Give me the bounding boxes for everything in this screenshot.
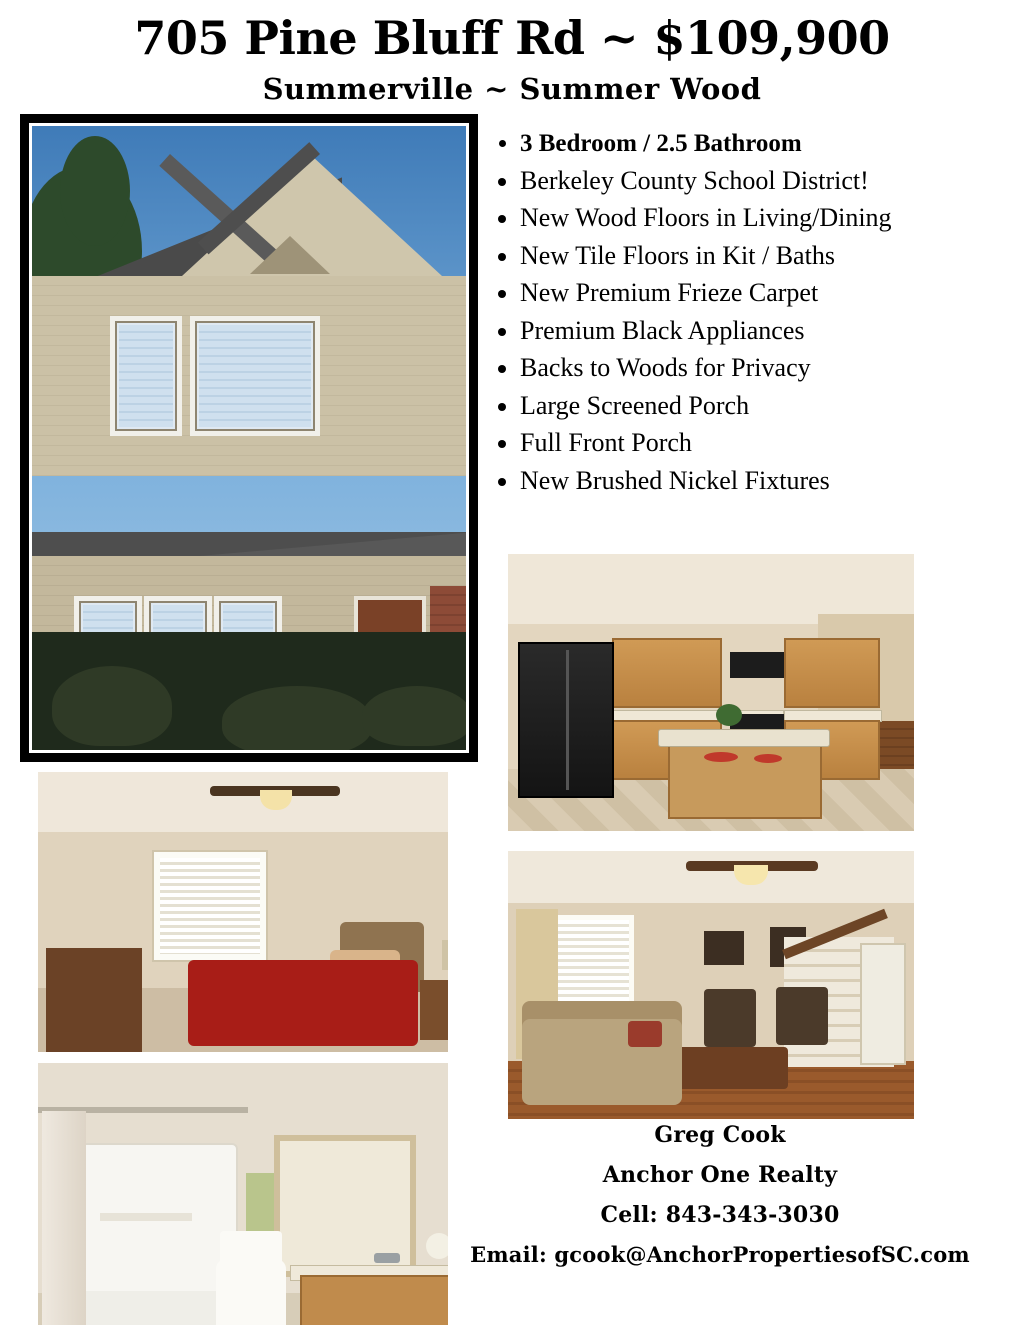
shrub-left <box>52 666 172 746</box>
accent-chair-2 <box>776 987 828 1045</box>
window-upper-center <box>190 316 320 436</box>
upper-cabinets-right <box>784 638 880 708</box>
island-countertop <box>658 729 830 747</box>
toilet <box>216 1259 286 1325</box>
bedroom-window <box>154 852 266 960</box>
lamp <box>442 940 448 970</box>
shower-curtain <box>42 1111 86 1325</box>
shrub-center <box>222 686 372 750</box>
living-ceiling <box>508 851 914 903</box>
hero-photo-border <box>29 123 469 753</box>
flower-decor <box>426 1233 448 1259</box>
feature-item: • Premium Black Appliances <box>520 312 1012 349</box>
feature-item: • New Wood Floors in Living/Dining <box>520 199 1012 236</box>
upper-cabinets-left <box>612 638 722 708</box>
vanity-cabinet <box>300 1275 448 1325</box>
page-title: 705 Pine Bluff Rd ~ $109,900 <box>134 11 890 65</box>
kitchen-island <box>668 739 822 819</box>
feature-item: • 3 Bedroom / 2.5 Bathroom <box>520 126 1012 162</box>
agent-company: Anchor One Realty <box>602 1162 838 1188</box>
living-room-photo <box>508 851 914 1119</box>
side-table <box>420 980 448 1040</box>
microwave <box>730 652 784 678</box>
refrigerator <box>518 642 614 798</box>
agent-name: Greg Cook <box>654 1122 786 1148</box>
decorative-bowl-1 <box>704 752 738 762</box>
feature-item: • Large Screened Porch <box>520 387 1012 424</box>
bed-with-red-comforter <box>188 960 418 1046</box>
dresser <box>46 948 142 1052</box>
gable-vent <box>250 236 330 274</box>
feature-item: • New Premium Frieze Carpet <box>520 274 1012 311</box>
feature-item: • New Brushed Nickel Fixtures <box>520 462 1012 499</box>
features-list <box>492 126 1012 499</box>
bathroom-photo <box>38 1063 448 1325</box>
interior-door <box>860 943 906 1065</box>
shrub-right <box>362 686 466 746</box>
feature-item: • New Tile Floors in Kit / Baths <box>520 237 1012 274</box>
window-upper-left <box>110 316 182 436</box>
feature-item: • Backs to Woods for Privacy <box>520 349 1012 386</box>
kitchen-photo <box>508 554 914 831</box>
accent-chair-1 <box>704 989 756 1047</box>
agent-email: Email: gcook@AnchorPropertiesofSC.com <box>470 1242 970 1267</box>
decorative-bowl-2 <box>754 754 782 763</box>
coffee-table <box>678 1047 788 1089</box>
bathtub <box>60 1291 240 1325</box>
bedroom-ceiling <box>38 772 448 832</box>
wall-art-1 <box>704 931 744 965</box>
feature-item: • Full Front Porch <box>520 424 1012 461</box>
agent-phone: Cell: 843-343-3030 <box>600 1202 840 1228</box>
sink-faucet <box>374 1253 400 1263</box>
page-subtitle: Summerville ~ Summer Wood <box>262 72 762 107</box>
flyer-header <box>0 0 1024 106</box>
hero-photo-frame <box>20 114 478 762</box>
exterior-front-photo <box>32 126 466 750</box>
agent-contact-block <box>470 1122 970 1267</box>
throw-pillow <box>628 1021 662 1047</box>
shower-shelf <box>100 1213 192 1221</box>
bedroom-photo <box>38 772 448 1052</box>
feature-item: • Berkeley County School District! <box>520 162 1012 199</box>
tree-left-upper <box>60 136 130 246</box>
plant-centerpiece <box>716 704 742 726</box>
